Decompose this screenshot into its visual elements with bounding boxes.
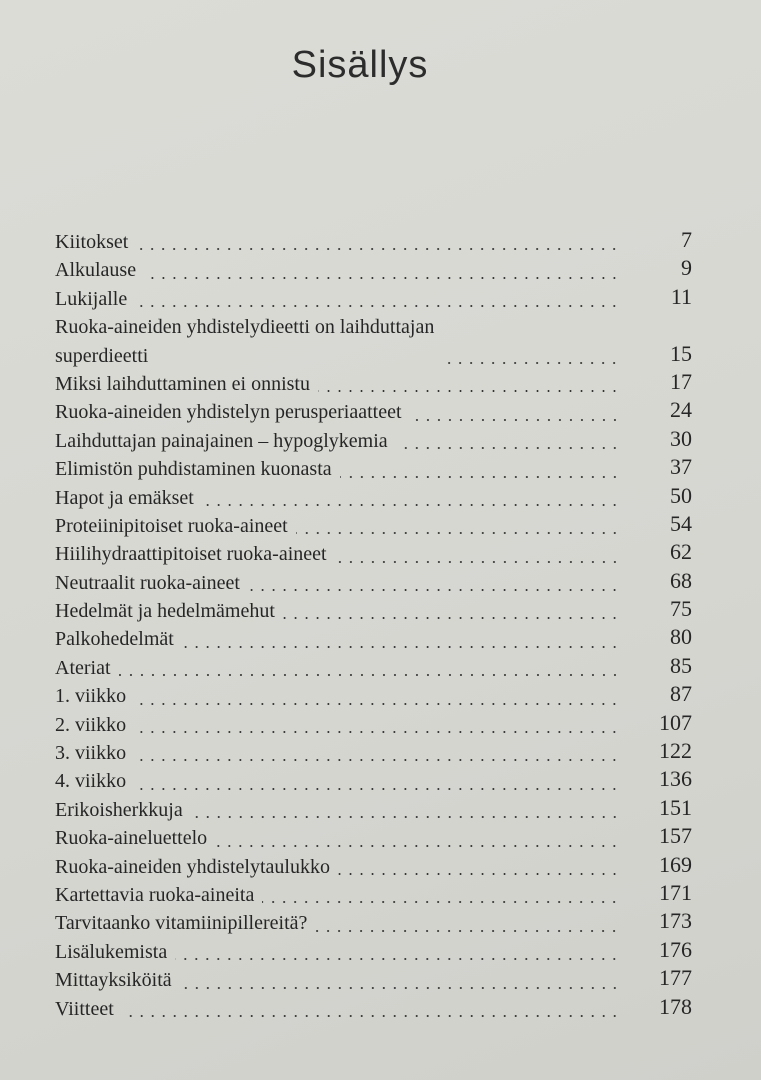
toc-entry-title-line: Erikoisherkkuja — [55, 798, 183, 821]
dot-leader — [215, 845, 620, 847]
dot-leader — [134, 788, 620, 790]
dot-leader — [442, 362, 620, 364]
dot-leader — [144, 277, 620, 279]
toc-page-number: 151 — [659, 794, 692, 820]
toc-page-number: 68 — [670, 567, 692, 593]
toc-page-number: 54 — [670, 510, 692, 536]
toc-entry — [55, 881, 695, 909]
toc-entry — [55, 313, 695, 370]
dot-leader — [335, 561, 620, 563]
toc-entry-title — [55, 540, 327, 568]
toc-page-number: 37 — [670, 454, 692, 480]
toc-entry-title — [55, 938, 167, 966]
toc-entry-title — [55, 370, 310, 398]
toc-page-number: 50 — [670, 482, 692, 508]
toc-entry — [55, 995, 695, 1023]
dot-leader — [283, 617, 620, 619]
toc-entry — [55, 767, 695, 795]
toc-entry — [55, 370, 695, 398]
toc-page-number: 62 — [670, 539, 692, 565]
toc-entry-title — [55, 995, 114, 1023]
toc-entry-title-line: Tarvitaanko vitamiinipillereitä? — [55, 912, 308, 935]
toc-entry-title-line: 4. viikko — [55, 770, 127, 793]
toc-entry-title-line: Kartettavia ruoka-aineita — [55, 883, 255, 906]
toc-entry-title — [55, 625, 174, 653]
toc-page-number: 178 — [659, 993, 692, 1019]
toc-entry — [55, 682, 695, 710]
toc-entry — [55, 484, 695, 512]
toc-page-number: 87 — [670, 681, 692, 707]
toc-entry-title — [55, 824, 207, 852]
toc-page-number: 177 — [659, 965, 692, 991]
toc-page-number: 169 — [659, 851, 692, 877]
dot-leader — [175, 958, 620, 960]
dot-leader — [248, 589, 620, 591]
toc-entry-title — [55, 654, 111, 682]
toc-entry-title — [55, 909, 307, 937]
toc-entry-title — [55, 739, 126, 767]
toc-page-number: 7 — [681, 226, 692, 252]
toc-page-number: 80 — [670, 624, 692, 650]
toc-entry-title-line: Ruoka-aineiden yhdistelyn perusperiaatteet — [55, 401, 402, 424]
toc-entry-title-line: Hedelmät ja hedelmämehut — [55, 600, 275, 623]
toc-entry — [55, 512, 695, 540]
dot-leader — [180, 987, 620, 989]
toc-page-number: 9 — [681, 255, 692, 281]
toc-entry-title — [55, 398, 402, 426]
toc-entry-title — [55, 597, 275, 625]
toc-entry — [55, 625, 695, 653]
toc-page-number: 15 — [670, 340, 692, 366]
dot-leader — [134, 731, 620, 733]
dot-leader — [262, 901, 620, 903]
toc-entry — [55, 824, 695, 852]
toc-entry — [55, 597, 695, 625]
toc-entry-title-line: Proteiinipitoiset ruoka-aineet — [55, 514, 288, 537]
toc-entry-title-line: Ateriat — [55, 656, 111, 679]
dot-leader — [134, 759, 620, 761]
toc-entry-title-line: 3. viikko — [55, 742, 127, 765]
toc-entry — [55, 711, 695, 739]
dot-leader — [136, 248, 620, 250]
toc-entry — [55, 256, 695, 284]
toc-entry-title — [55, 682, 126, 710]
toc-entry — [55, 427, 695, 455]
toc-entry-title-line: superdieetti — [55, 344, 149, 367]
toc-page-number: 122 — [659, 738, 692, 764]
toc-page-number: 136 — [659, 766, 692, 792]
toc-entry-title — [55, 313, 434, 370]
toc-entry-title — [55, 484, 194, 512]
toc-entry-title-line: Ruoka-aineiden yhdistelytaulukko — [55, 855, 330, 878]
dot-leader — [318, 390, 620, 392]
toc-entry-title — [55, 853, 330, 881]
toc-entry-title-line: Mittayksiköitä — [55, 969, 172, 992]
toc-entry-title-line: Laihduttajan painajainen – hypoglykemia — [55, 429, 388, 452]
toc-page-number: 157 — [659, 823, 692, 849]
toc-entry-title — [55, 966, 172, 994]
dot-leader — [191, 816, 620, 818]
toc-entry — [55, 654, 695, 682]
table-of-contents — [55, 228, 695, 1023]
toc-entry-title — [55, 285, 127, 313]
toc-entry-title-line: Lukijalle — [55, 287, 128, 310]
toc-entry — [55, 285, 695, 313]
toc-entry-title — [55, 796, 183, 824]
toc-entry-title — [55, 455, 332, 483]
toc-entry-title — [55, 256, 136, 284]
toc-entry-title — [55, 569, 240, 597]
toc-page-number: 24 — [670, 397, 692, 423]
dot-leader — [134, 703, 620, 705]
dot-leader — [119, 674, 620, 676]
toc-page-number: 176 — [659, 936, 692, 962]
dot-leader — [315, 930, 620, 932]
toc-entry-title — [55, 711, 126, 739]
dot-leader — [296, 532, 620, 534]
toc-page-number: 17 — [670, 368, 692, 394]
toc-entry-title-line: Ruoka-aineluettelo — [55, 827, 208, 850]
toc-entry — [55, 739, 695, 767]
toc-page-number: 11 — [670, 283, 692, 309]
toc-entry — [55, 569, 695, 597]
toc-entry-title-line: Viitteet — [55, 997, 114, 1020]
toc-entry-title-line: Palkohedelmät — [55, 628, 174, 651]
toc-entry-title-line: Hiilihydraattipitoiset ruoka-aineet — [55, 543, 327, 566]
toc-entry-title-line: Elimistön puhdistaminen kuonasta — [55, 458, 332, 481]
toc-entry-title-line: Neutraalit ruoka-aineet — [55, 571, 240, 594]
toc-entry-title-line: Lisälukemista — [55, 940, 168, 963]
toc-entry — [55, 228, 695, 256]
toc-page-number: 107 — [659, 709, 692, 735]
page-title: Sisällys — [291, 44, 429, 86]
toc-page-number: 75 — [670, 596, 692, 622]
dot-leader — [338, 873, 620, 875]
dot-leader — [340, 476, 620, 478]
toc-entry-title — [55, 767, 126, 795]
toc-entry-title-line: 2. viikko — [55, 713, 127, 736]
toc-entry-title-line: Alkulause — [55, 259, 137, 282]
dot-leader — [410, 419, 620, 421]
toc-entry-title — [55, 512, 288, 540]
toc-entry — [55, 938, 695, 966]
dot-leader — [122, 1015, 620, 1017]
toc-entry — [55, 455, 695, 483]
toc-entry — [55, 853, 695, 881]
toc-entry — [55, 966, 695, 994]
toc-page-number: 30 — [670, 425, 692, 451]
toc-entry-title — [55, 427, 388, 455]
toc-entry — [55, 398, 695, 426]
toc-entry-title-line: Kiitokset — [55, 230, 129, 253]
dot-leader — [396, 447, 620, 449]
toc-entry — [55, 540, 695, 568]
toc-page-number: 173 — [659, 908, 692, 934]
dot-leader — [202, 504, 620, 506]
toc-entry-title — [55, 881, 254, 909]
toc-entry-title — [55, 228, 128, 256]
toc-page-number: 171 — [659, 879, 692, 905]
toc-entry-title-line: Ruoka-aineiden yhdistelydieetti on laihduttajan — [55, 316, 435, 339]
toc-page-number: 85 — [670, 652, 692, 678]
dot-leader — [182, 646, 620, 648]
toc-entry-title-line: Miksi laihduttaminen ei onnistu — [55, 372, 310, 395]
toc-entry-title-line: 1. viikko — [55, 685, 127, 708]
toc-entry-title-line: Hapot ja emäkset — [55, 486, 194, 509]
dot-leader — [135, 305, 620, 307]
toc-entry — [55, 796, 695, 824]
toc-entry — [55, 909, 695, 937]
